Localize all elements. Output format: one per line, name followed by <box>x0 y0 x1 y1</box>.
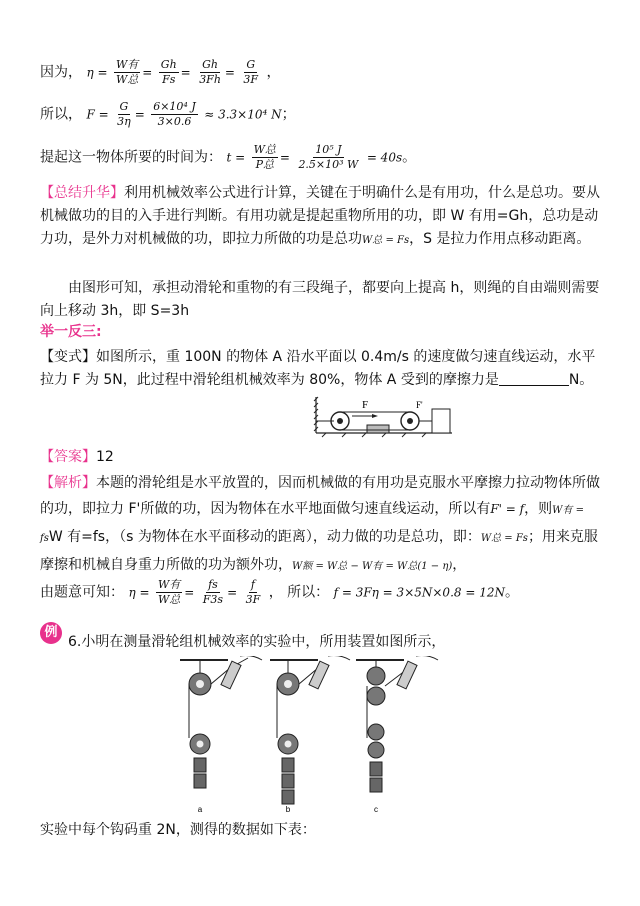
fig-label-a: a <box>197 805 203 814</box>
analysis-text: ， <box>452 557 467 573</box>
math: t = <box>226 150 246 165</box>
label: 由题意可知： <box>40 584 124 601</box>
eq-because: 因为， η = $\frac{\text{W有}}{\text{W总}}$ = $\frac{Gh}{Fs}$ = $\frac{Gh}{3Fh}$ = $\frac{G}{3F}$ ， <box>40 58 281 86</box>
fraction <box>296 143 360 172</box>
answer-value: 12 <box>96 449 114 465</box>
num: W有 <box>157 578 181 591</box>
horizontal-pulley-figure <box>312 395 454 439</box>
num: Gh <box>160 58 177 71</box>
num: f <box>250 578 255 591</box>
fraction <box>244 578 263 607</box>
analysis-text: W 有=fs，（s 为物体在水平面移动的距离），动力做的功是总功，即： <box>48 529 481 545</box>
fraction <box>159 58 179 87</box>
setup-a <box>189 656 262 788</box>
eq-so: 所以， F = $\frac{G}{3\eta}$ = $\frac{\text{6×10⁴ J}}{3\times 0.6}$ ≈ 3.3×10⁴ N； <box>40 100 296 128</box>
den: 2.5×10³ W <box>298 158 359 171</box>
answer-tag: 【答案】 <box>40 449 96 465</box>
eq-time: 提起这一物体所要的时间为： t = $\frac{\text{W总}}{\text{P总}}$ = $\frac{\text{10⁵ J}}{\text{2.5×10³ W}}$ = 40s。 <box>40 143 417 171</box>
fraction <box>115 100 133 129</box>
den: 3F <box>243 73 259 86</box>
answer-blank <box>499 371 569 386</box>
figure-note <box>40 277 602 323</box>
summary-text: 利用机械效率公式进行计算，关键在于明确什么是有用功，什么是总功。要从机械做功的目的入手进行判断。有用功就是提起重物所用的功，即 W 有用=Gh，总功是动力功，是外力对机械做的功，即拉力所做的功是总功 <box>40 185 600 247</box>
den: Fs <box>162 73 176 86</box>
section-title: 举一反三: <box>40 324 102 340</box>
analysis-paragraph <box>40 470 602 580</box>
punct: ， <box>266 64 281 81</box>
variant-text: 如图所示，重 100N 的物体 A 沿水平面以 0.4m/s 的速度做匀速直线运动，水平拉力 F 为 5N，此过程中滑轮组机械效率为 80%，物体 A 受到的摩擦力是 <box>40 349 596 388</box>
num: G <box>246 58 256 71</box>
den: 3F <box>245 593 261 606</box>
label: 提起这一物体所要的时间为： <box>40 149 222 166</box>
fraction <box>252 143 278 172</box>
den: F3s <box>202 593 224 606</box>
setup-c <box>367 656 438 792</box>
math: η = <box>86 65 108 80</box>
math: F' = f <box>490 502 525 516</box>
num: fs <box>208 578 218 591</box>
example-text: 6.小明在测量滑轮组机械效率的实验中，所用装置如图所示， <box>68 634 446 650</box>
analysis-text: 本题的滑轮组是水平放置的，因而机械做的有用功是克服水平摩擦力拉动物体所做的功，即拉力 F'所做的功，因为物体在水平地面做匀速直线运动，所以有 <box>40 475 600 517</box>
answer-line <box>40 447 114 467</box>
den: 3×0.6 <box>157 115 192 128</box>
math: W总 = Fs <box>362 235 410 246</box>
summary-text: ，S 是拉力作用点移动距离。 <box>409 231 591 247</box>
den: 3η <box>117 115 131 128</box>
math: f = 3Fη = 3×5N×0.8 = 12N <box>333 585 505 600</box>
analysis-text: ；用来克服摩擦和机械自身重力所做的功为额外功， <box>40 529 598 573</box>
math: W总 = Fs <box>480 533 528 544</box>
num: 10⁵ J <box>315 143 342 156</box>
num: 6×10⁴ J <box>153 100 196 113</box>
summary-tag: 【总结升华】 <box>40 185 124 201</box>
den: W总 <box>157 593 181 606</box>
footer-text: 实验中每个钩码重 2N，测得的数据如下表： <box>40 822 316 838</box>
eq-deduce: 由题意可知： η = $\frac{\text{W有}}{\text{W总}}$ = $\frac{fs}{F3s}$ = $\frac{f}{3F}$ ， 所以： f = 3Fη = 3×5N×0.8 = 12N。 <box>40 578 519 606</box>
unit: N。 <box>568 372 594 388</box>
example-badge: 例 <box>40 622 62 644</box>
fraction <box>197 58 223 87</box>
math: ≈ 3.3×10⁴ N <box>204 107 282 122</box>
analysis-text: ，则 <box>524 501 553 517</box>
label: ， 所以： <box>268 584 330 601</box>
variant-tag: 【变式】 <box>40 349 96 365</box>
label: 所以， <box>40 106 82 123</box>
fig-label-c: c <box>374 805 378 814</box>
note-text: 由图形可知，承担动滑轮和重物的有三段绳子，都要向上提高 h，则绳的自由端则需要向上移动 3h，即 S=3h <box>40 280 600 319</box>
fraction <box>156 578 182 607</box>
pulley-experiment-figure <box>170 656 460 816</box>
analysis-tag: 【解析】 <box>40 475 96 491</box>
math: W额 = W总 − W有 = W总(1 − η) <box>292 561 453 572</box>
fraction <box>114 58 140 87</box>
summary-paragraph <box>40 182 602 252</box>
fraction <box>241 58 260 87</box>
math: F = <box>86 107 109 122</box>
num: W有 <box>115 58 139 71</box>
math: η = <box>128 585 150 600</box>
punct: 。 <box>402 149 417 166</box>
punct: ； <box>281 106 296 123</box>
math: W有 = fs <box>40 505 584 544</box>
label: 因为， <box>40 64 82 81</box>
force-label: F <box>362 399 369 411</box>
fraction <box>151 100 198 129</box>
setup-b <box>277 656 350 804</box>
num: Gh <box>202 58 218 71</box>
math: = 40s <box>366 150 403 165</box>
num: W总 <box>253 143 276 156</box>
fig-label-b: b <box>285 805 291 814</box>
den: W总 <box>115 73 139 86</box>
punct: 。 <box>504 584 519 601</box>
den: P总 <box>255 158 274 171</box>
fraction <box>201 578 225 607</box>
variant-paragraph <box>40 346 602 392</box>
den: 3Fh <box>199 73 221 86</box>
num: G <box>119 100 129 113</box>
force-label: F' <box>416 400 423 410</box>
